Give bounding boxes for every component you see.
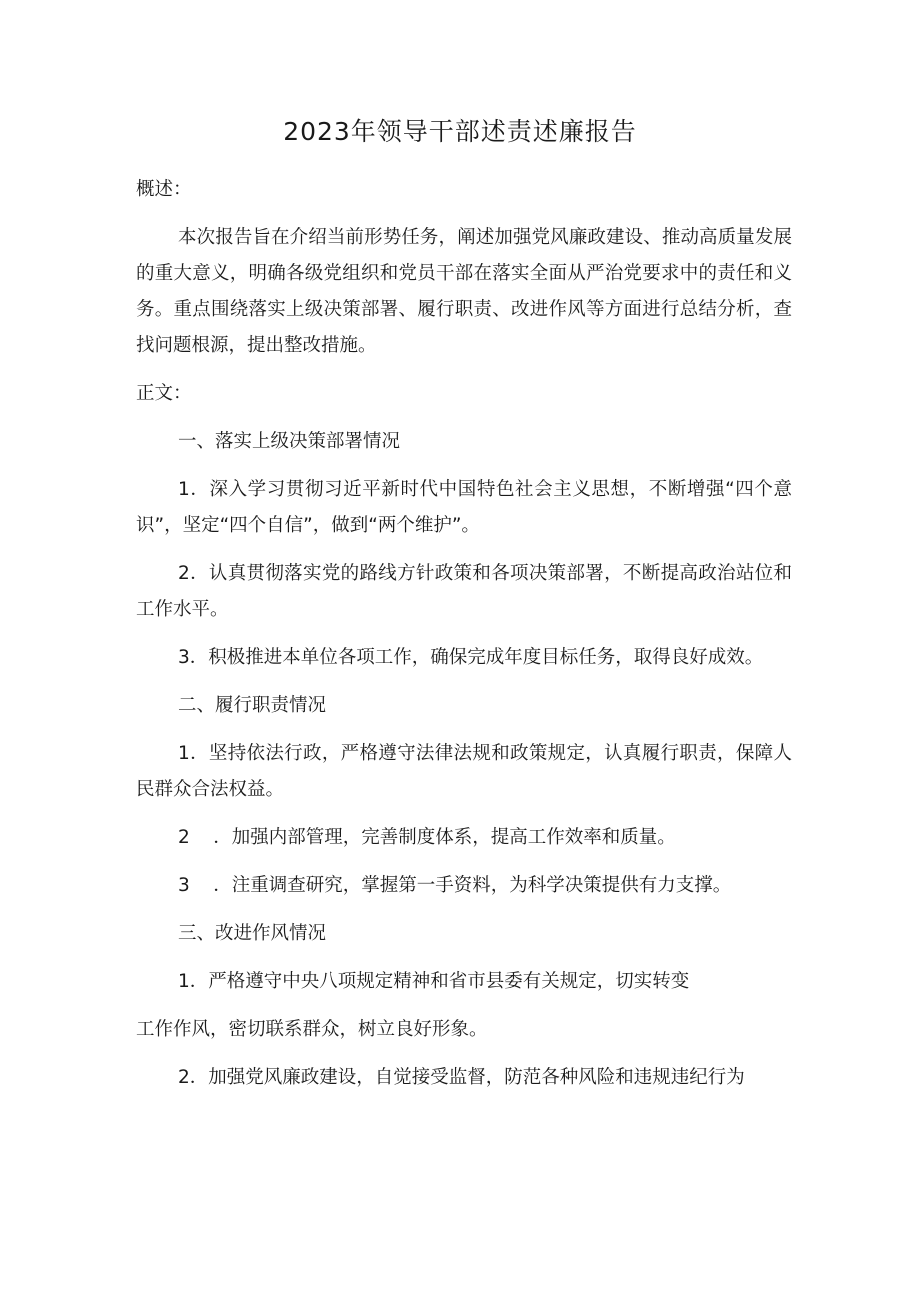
section-item: 3 ．注重调查研究，掌握第一手资料，为科学决策提供有力支撑。 xyxy=(178,875,732,896)
document-title: 2023年领导干部述责述廉报告 xyxy=(283,117,637,146)
overview-label: 概述： xyxy=(136,179,192,200)
section-item: 1．坚持依法行政，严格遵守法律法规和政策规定，认真履行职责，保障人民群众合法权益。 xyxy=(136,743,792,800)
section-item-continuation: 工作作风，密切联系群众，树立良好形象。 xyxy=(136,1019,488,1040)
section-item: 2 ．加强内部管理，完善制度体系，提高工作效率和质量。 xyxy=(178,827,676,848)
body-label: 正文： xyxy=(136,383,192,404)
section-item: 1．严格遵守中央八项规定精神和省市县委有关规定，切实转变 xyxy=(178,971,690,992)
document-body xyxy=(136,172,792,1108)
section-item: 3．积极推进本单位各项工作，确保完成年度目标任务，取得良好成效。 xyxy=(178,647,764,668)
section-item: 2．认真贯彻落实党的路线方针政策和各项决策部署，不断提高政治站位和工作水平。 xyxy=(136,563,792,620)
section-heading: 三、改进作风情况 xyxy=(178,923,327,944)
section-item: 2．加强党风廉政建设，自觉接受监督，防范各种风险和违规违纪行为 xyxy=(178,1067,745,1088)
section-heading: 一、落实上级决策部署情况 xyxy=(178,431,401,452)
section-item: 1．深入学习贯彻习近平新时代中国特色社会主义思想，不断增强“四个意识”，坚定“四个自信”，做到“两个维护”。 xyxy=(136,479,792,536)
section-heading: 二、履行职责情况 xyxy=(178,695,327,716)
overview-paragraph: 本次报告旨在介绍当前形势任务，阐述加强党风廉政建设、推动高质量发展的重大意义，明确各级党组织和党员干部在落实全面从严治党要求中的责任和义务。重点围绕落实上级决策部署、履行职责、改进作风等方面进行总结分析，查找问题根源，提出整改措施。 xyxy=(136,227,792,356)
